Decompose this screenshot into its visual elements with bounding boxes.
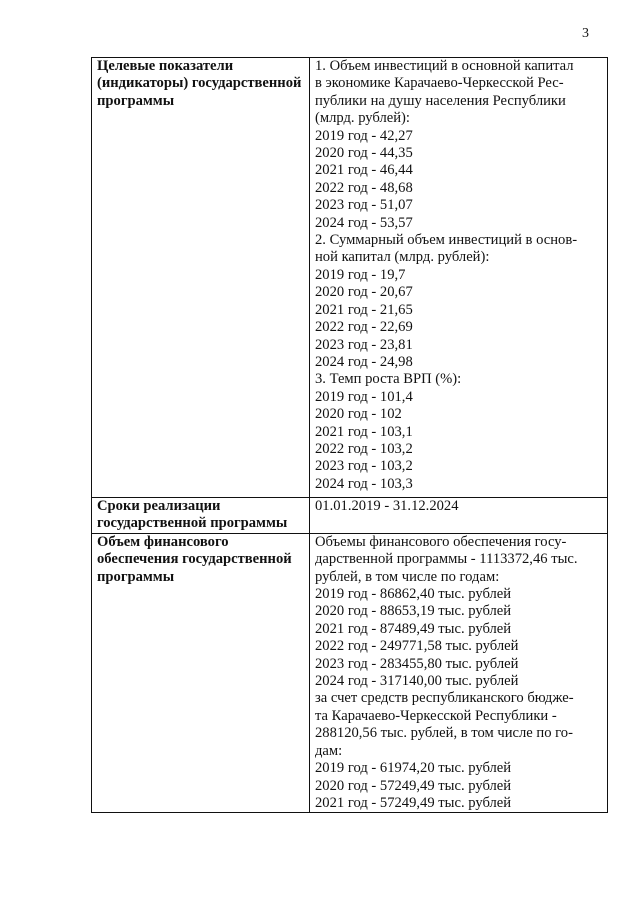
text-line: дарственной программы - 1113372,46 тыс. xyxy=(315,551,578,568)
text-line: 2019 год - 61974,20 тыс. рублей xyxy=(315,760,512,777)
text-line: 2020 год - 44,35 xyxy=(315,145,413,162)
text-line: та Карачаево-Черкесской Республики - xyxy=(315,707,557,724)
text-line: в экономике Карачаево-Черкесской Рес- xyxy=(315,75,564,92)
text-line: 2024 год - 53,57 xyxy=(315,214,413,231)
table-row-period xyxy=(92,498,608,534)
text-line: 2023 год - 51,07 xyxy=(315,197,413,214)
text-line: 2021 год - 103,1 xyxy=(315,423,413,440)
text-line: 2019 год - 86862,40 тыс. рублей xyxy=(315,586,512,603)
period-value: 01.01.2019 - 31.12.2024 xyxy=(315,498,459,514)
program-passport-table xyxy=(91,57,608,813)
text-line: (млрд. рублей): xyxy=(315,110,410,127)
text-line: ной капитал (млрд. рублей): xyxy=(315,249,490,266)
text-line: 2020 год - 102 xyxy=(315,406,402,423)
text-line: рублей, в том числе по годам: xyxy=(315,568,500,585)
table-row-indicators xyxy=(92,58,608,498)
text-line: 1. Объем инвестиций в основной капитал xyxy=(315,58,574,74)
text-line: Объемы финансового обеспечения госу- xyxy=(315,533,567,550)
text-line: 2. Суммарный объем инвестиций в основ- xyxy=(315,232,578,249)
text-line: 2023 год - 23,81 xyxy=(315,336,413,353)
text-line: за счет средств республиканского бюдже- xyxy=(315,690,574,707)
text-line: дам: xyxy=(315,742,343,759)
text-line: 2024 год - 103,3 xyxy=(315,475,413,492)
row-label: Объем финансового обеспечения государственной программы xyxy=(97,533,292,585)
text-line: 2021 год - 87489,49 тыс. рублей xyxy=(315,620,512,637)
label-financing-volume xyxy=(92,533,310,813)
label-target-indicators xyxy=(92,58,310,498)
text-line: 288120,56 тыс. рублей, в том числе по го- xyxy=(315,725,573,742)
text-line: 2019 год - 42,27 xyxy=(315,127,413,144)
text-line: 2022 год - 249771,58 тыс. рублей xyxy=(315,638,519,655)
text-line: публики на душу населения Республики xyxy=(315,92,566,109)
label-implementation-period xyxy=(92,498,310,534)
text-line: 2022 год - 22,69 xyxy=(315,319,413,336)
text-line: 2023 год - 103,2 xyxy=(315,458,413,475)
value-implementation-period xyxy=(310,498,608,534)
text-line: 2019 год - 101,4 xyxy=(315,388,413,405)
text-line: 2023 год - 283455,80 тыс. рублей xyxy=(315,655,519,672)
table-row-finance xyxy=(92,533,608,813)
value-target-indicators xyxy=(310,58,608,498)
text-line: 2024 год - 317140,00 тыс. рублей xyxy=(315,673,519,690)
text-line: 2019 год - 19,7 xyxy=(315,266,406,283)
text-line: 2021 год - 21,65 xyxy=(315,301,413,318)
page-number: 3 xyxy=(582,26,589,41)
row-label: Сроки реализации государственной программы xyxy=(97,498,288,532)
text-line: 2022 год - 103,2 xyxy=(315,440,413,457)
text-line: 3. Темп роста ВРП (%): xyxy=(315,371,462,388)
text-line: 2024 год - 24,98 xyxy=(315,353,413,370)
value-financing-volume xyxy=(310,533,608,813)
row-label: Целевые показатели (индикаторы) государственной программы xyxy=(97,58,302,109)
text-line: 2020 год - 88653,19 тыс. рублей xyxy=(315,603,512,620)
text-line: 2021 год - 57249,49 тыс. рублей xyxy=(315,794,512,811)
text-line: 2022 год - 48,68 xyxy=(315,179,413,196)
text-line: 2020 год - 20,67 xyxy=(315,284,413,301)
text-line: 2021 год - 46,44 xyxy=(315,162,413,179)
text-line: 2020 год - 57249,49 тыс. рублей xyxy=(315,777,512,794)
